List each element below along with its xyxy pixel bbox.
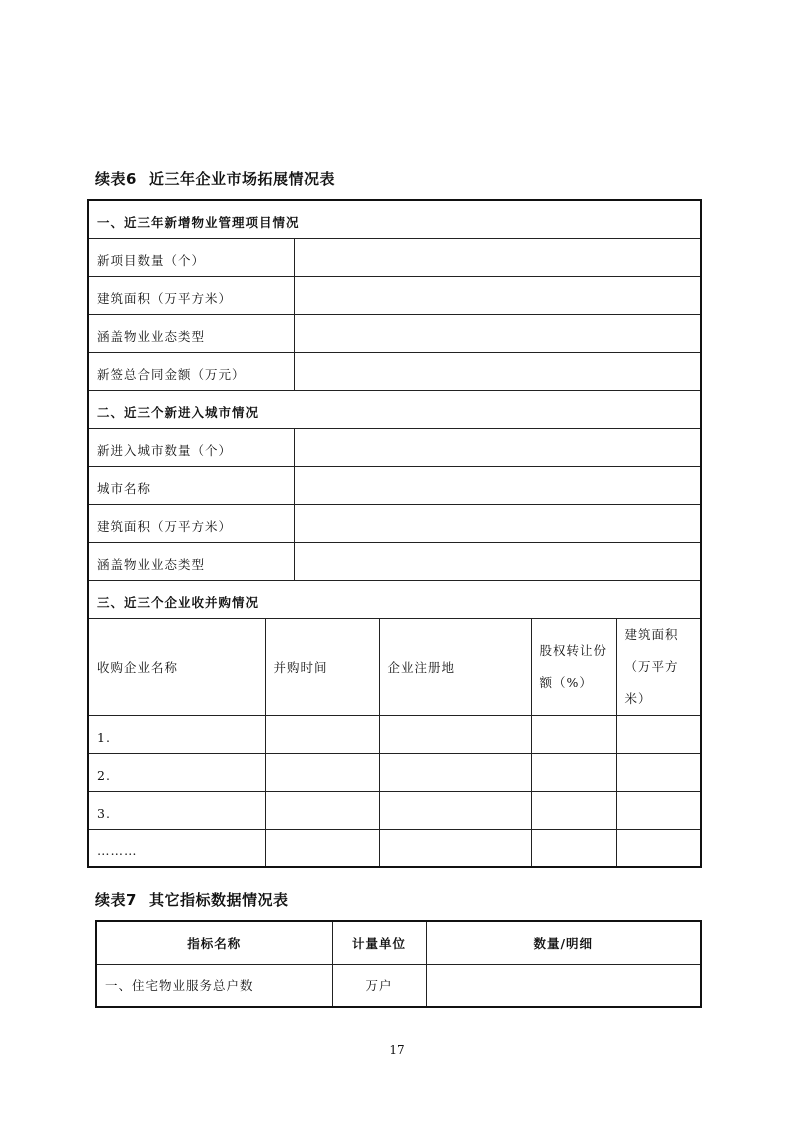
- input-cell[interactable]: [294, 466, 701, 504]
- input-cell[interactable]: [531, 715, 616, 753]
- indicator-name: 一、住宅物业服务总户数: [96, 964, 332, 1007]
- input-cell[interactable]: [531, 829, 616, 867]
- input-cell[interactable]: [265, 829, 379, 867]
- input-cell[interactable]: [531, 753, 616, 791]
- input-cell[interactable]: [379, 753, 531, 791]
- table7-number: 续表7: [95, 891, 137, 909]
- equity-line2: 额（%）: [539, 674, 593, 690]
- column-header-unit: 计量单位: [332, 921, 426, 964]
- input-cell[interactable]: [265, 753, 379, 791]
- input-cell[interactable]: [616, 829, 701, 867]
- table6-title: [95, 168, 335, 189]
- input-cell[interactable]: [379, 791, 531, 829]
- row-label: 建筑面积（万平方米）: [88, 276, 294, 314]
- input-cell[interactable]: [379, 829, 531, 867]
- input-cell[interactable]: [616, 791, 701, 829]
- table-row-index: 1.: [88, 715, 265, 753]
- input-cell[interactable]: [294, 314, 701, 352]
- input-cell[interactable]: [294, 428, 701, 466]
- row-label: 新项目数量（个）: [88, 238, 294, 276]
- row-label: 涵盖物业业态类型: [88, 314, 294, 352]
- equity-line1: 股权转让份: [539, 642, 608, 658]
- indicator-value-cell[interactable]: [426, 964, 701, 1007]
- section2-heading: 二、近三个新进入城市情况: [88, 390, 701, 428]
- input-cell[interactable]: [265, 715, 379, 753]
- input-cell[interactable]: [265, 791, 379, 829]
- table7-title: [95, 889, 288, 910]
- column-header-area: [616, 618, 701, 715]
- row-label: 城市名称: [88, 466, 294, 504]
- column-header-time: 并购时间: [265, 618, 379, 715]
- market-expansion-table: [87, 199, 702, 868]
- input-cell[interactable]: [616, 753, 701, 791]
- section1-heading: 一、近三年新增物业管理项目情况: [88, 200, 701, 238]
- input-cell[interactable]: [531, 791, 616, 829]
- input-cell[interactable]: [294, 276, 701, 314]
- input-cell[interactable]: [294, 352, 701, 390]
- area-line1: 建筑面积: [624, 626, 679, 642]
- row-label: 新进入城市数量（个）: [88, 428, 294, 466]
- section3-heading: 三、近三个企业收并购情况: [88, 580, 701, 618]
- column-header-indicator: 指标名称: [96, 921, 332, 964]
- input-cell[interactable]: [294, 542, 701, 580]
- table-row-index: 3.: [88, 791, 265, 829]
- table-row-index: ………: [88, 829, 265, 867]
- page-number: 17: [389, 1043, 405, 1057]
- row-label: 建筑面积（万平方米）: [88, 504, 294, 542]
- column-header-registry: 企业注册地: [379, 618, 531, 715]
- table6-title-text: 近三年企业市场拓展情况表: [148, 170, 335, 188]
- other-indicators-table: [95, 920, 702, 1008]
- row-label: 新签总合同金额（万元）: [88, 352, 294, 390]
- input-cell[interactable]: [379, 715, 531, 753]
- input-cell[interactable]: [616, 715, 701, 753]
- table7-title-text: 其它指标数据情况表: [148, 891, 289, 909]
- column-header-equity: [531, 618, 616, 715]
- input-cell[interactable]: [294, 238, 701, 276]
- table6-number: 续表6: [95, 170, 137, 188]
- row-label: 涵盖物业业态类型: [88, 542, 294, 580]
- column-header-quantity: 数量/明细: [426, 921, 701, 964]
- column-header-company: 收购企业名称: [88, 618, 265, 715]
- table-row-index: 2.: [88, 753, 265, 791]
- area-line2: （万平方米）: [624, 658, 679, 706]
- input-cell[interactable]: [294, 504, 701, 542]
- indicator-unit: 万户: [332, 964, 426, 1007]
